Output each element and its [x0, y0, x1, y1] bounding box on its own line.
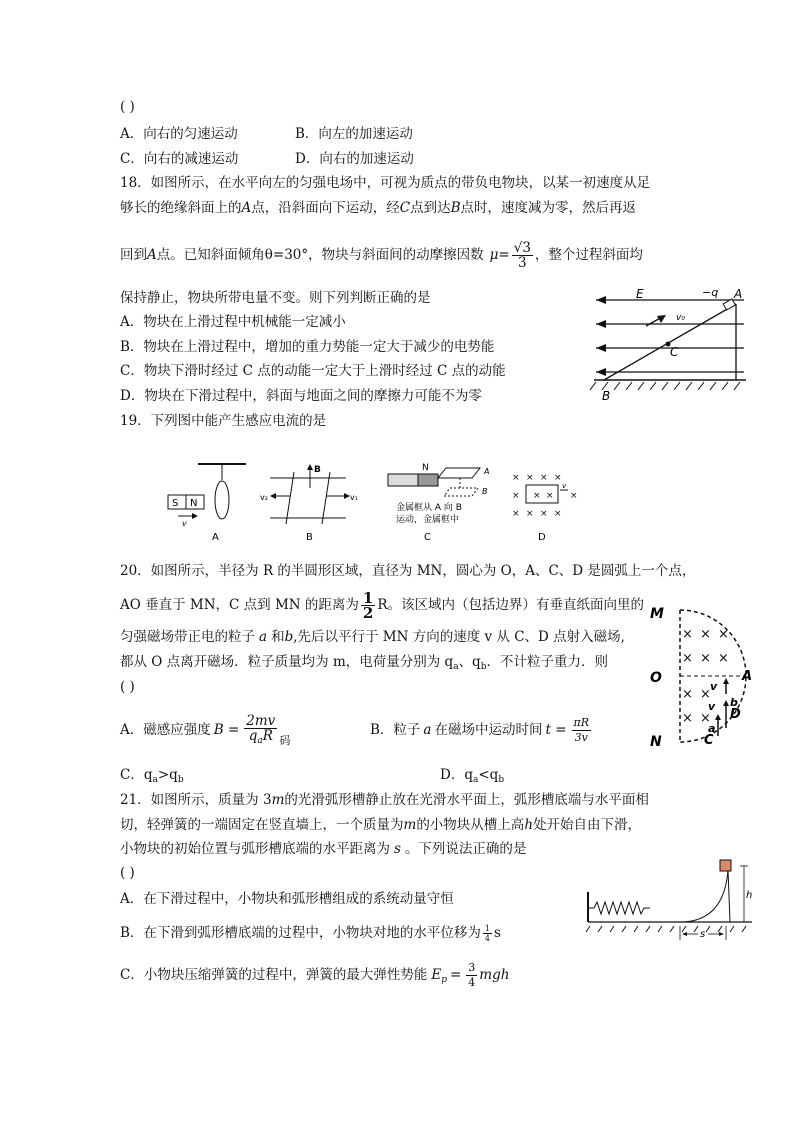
b-field-B: B: [314, 465, 321, 475]
label-C: C: [704, 733, 714, 748]
caption-A: A: [212, 532, 219, 543]
field-cross: ×: [682, 687, 693, 702]
q20-stem-line1: 20．如图所示，半径为 R 的半圆形区域，直径为 MN，圆心为 O，A、C、D 是圆弧上一个点，: [120, 563, 696, 579]
d-cross: ×: [533, 491, 541, 501]
q20-paren: ( ): [120, 679, 135, 695]
label-B: B: [602, 389, 611, 403]
q21-stem-line1: 21．如图所示，质量为 3m的光滑弧形槽静止放在光滑水平面上，弧形槽底端与水平面相: [120, 792, 649, 808]
q17-option-a: A．向右的匀速运动: [120, 126, 238, 142]
label-C: C: [670, 345, 679, 359]
q20-option-a: A．磁感应强度 B = $\frac{2mv}{q_aR}$ $_码$: [120, 712, 291, 747]
label-v0: v₀: [676, 313, 685, 323]
d-cross: ×: [554, 473, 562, 483]
field-cross: ×: [682, 651, 693, 666]
label-minus-q: −q: [702, 286, 719, 299]
d-cross: ×: [512, 473, 520, 483]
spring-arc-figure: [584, 852, 756, 944]
field-cross: ×: [682, 711, 693, 726]
incline-field-figure: [586, 286, 756, 404]
c-magnet-N: N: [422, 463, 429, 473]
q17-paren: ( ): [120, 99, 135, 115]
label-v: v: [710, 680, 718, 693]
q21-option-b: B．在下滑到弧形槽底端的过程中，小物块对地的水平位移为 $\frac{1}{4}$ s: [120, 924, 501, 943]
c-position-B: B: [482, 487, 488, 496]
q21-option-c: C．小物块压缩弹簧的过程中，弹簧的最大弹性势能 $E_p$ = $\frac{3}{4}$ mgh: [120, 961, 510, 989]
field-cross: ×: [700, 651, 711, 666]
d-cross: ×: [540, 473, 548, 483]
d-cross: ×: [554, 509, 562, 519]
mu-fraction: $\frac{√3}{3}$: [513, 240, 531, 271]
magnet-S: S: [172, 498, 179, 509]
q18-stem-line4: 保持静止，物块所带电量不变。则下列判断正确的是: [120, 290, 431, 306]
q18-stem-line3: 回到A点。已知斜面倾角θ=30°，物块与斜面间的动摩擦因数 μ= $\frac{√3}{3}$ ，整个过程斜面均: [120, 240, 643, 271]
label-a: a: [708, 722, 716, 735]
c-note-line1: 金属框从 A 向 B: [396, 503, 462, 513]
label-E: E: [636, 287, 644, 301]
q20-stem-line2: AO 垂直于 MN，C 点到 MN 的距离为 $\frac{1}{2}$ R。该区域内（包括边界）有垂直纸面向里的: [120, 589, 644, 622]
label-N: N: [650, 734, 662, 750]
label-D: D: [730, 707, 741, 722]
q18-option-d: D．物块在下滑过程中，斜面与地面之间的摩擦力可能不为零: [120, 388, 482, 404]
d-cross: ×: [540, 509, 548, 519]
field-cross: ×: [700, 711, 711, 726]
q19-stem: 19．下列图中能产生感应电流的是: [120, 413, 327, 429]
label-b: b: [730, 696, 738, 709]
q18-stem-line1: 18．如图所示，在水平向左的匀强电场中，可视为质点的带负电物块，以某一初速度从足: [120, 175, 651, 191]
q20-option-c: C．$q_a>q_b$: [120, 767, 184, 785]
b-v1: v₁: [350, 493, 358, 502]
semicircle-field-figure: [646, 600, 758, 752]
q20-option-b: B．粒子 a 在磁场中运动时间 t = $\frac{\pi R}{3v}$: [370, 716, 590, 744]
label-v: v: [708, 700, 716, 713]
q17-option-d: D．向右的加速运动: [295, 151, 414, 167]
a-velocity: v: [182, 519, 187, 528]
b-v2: v₂: [260, 493, 268, 502]
d-velocity: v: [562, 482, 567, 490]
label-s: s: [700, 929, 706, 940]
q21-option-a: A．在下滑过程中，小物块和弧形槽组成的系统动量守恒: [120, 891, 454, 907]
q20-option-d: D．$q_a<q_b$: [440, 767, 505, 785]
q21-stem-line2: 切，轻弹簧的一端固定在竖直墙上，一个质量为m的小物块从槽上高h处开始自由下滑，: [120, 817, 642, 833]
d-cross: ×: [526, 473, 534, 483]
field-cross: ×: [700, 627, 711, 642]
label-M: M: [650, 606, 664, 622]
label-O: O: [650, 670, 662, 686]
field-cross: ×: [682, 627, 693, 642]
q17-option-b: B．向左的加速运动: [295, 126, 413, 142]
q21-stem-line3: 小物块的初始位置与弧形槽底端的水平距离为 s 。下列说法正确的是: [120, 841, 527, 857]
field-cross: ×: [718, 627, 729, 642]
q20-stem-line3: 匀强磁场带正电的粒子 a 和b,先后以平行于 MN 方向的速度 v 从 C、D 点射入磁场,: [120, 629, 625, 645]
caption-D: D: [538, 532, 546, 543]
d-cross: ×: [512, 509, 520, 519]
induction-figures: [160, 452, 580, 544]
d-cross: ×: [570, 491, 578, 501]
q20-stem-line4: 都从 O 点离开磁场．粒子质量均为 m，电荷量分别为 $q_a$、$q_b$．不计粒子重力．则: [120, 654, 608, 672]
caption-C: C: [424, 532, 431, 543]
d-cross: ×: [546, 491, 554, 501]
field-cross: ×: [700, 687, 711, 702]
q18-option-a: A．物块在上滑过程中机械能一定减小: [120, 314, 346, 330]
q18-option-c: C．物块下滑时经过 C 点的动能一定大于上滑时经过 C 点的动能: [120, 363, 506, 379]
q18-option-b: B．物块在上滑过程中，增加的重力势能一定大于减少的电势能: [120, 339, 495, 355]
field-cross: ×: [718, 651, 729, 666]
label-h: h: [746, 890, 753, 901]
caption-B: B: [306, 532, 313, 543]
c-position-A: A: [484, 467, 490, 476]
q21-paren: ( ): [120, 865, 135, 881]
label-A: A: [742, 669, 753, 684]
magnet-N: N: [190, 498, 198, 509]
q18-stem-line2: 够长的绝缘斜面上的A点，沿斜面向下运动，经C点到达B点时，速度减为零，然后再返: [120, 200, 637, 216]
label-A: A: [734, 287, 743, 301]
q17-option-c: C．向右的减速运动: [120, 151, 239, 167]
c-note-line2: 运动，金属框中: [396, 515, 460, 525]
d-cross: ×: [526, 509, 534, 519]
d-cross: ×: [512, 491, 520, 501]
